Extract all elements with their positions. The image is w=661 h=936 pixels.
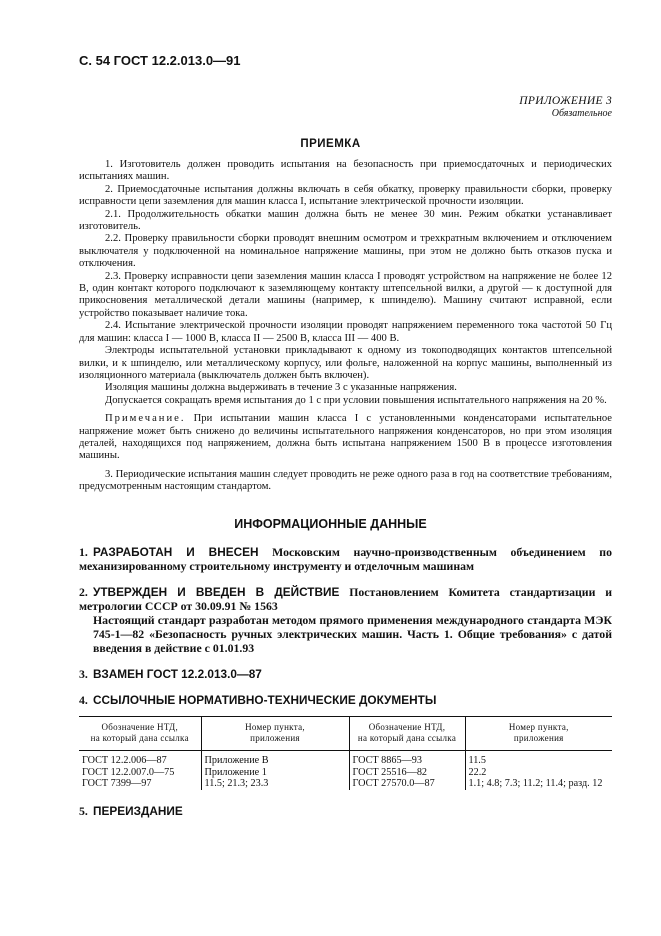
info-item-1-lead: РАЗРАБОТАН И ВНЕСЕН <box>93 545 259 559</box>
info-item-4 <box>79 693 612 707</box>
info-title: ИНФОРМАЦИОННЫЕ ДАННЫЕ <box>234 517 427 531</box>
paragraph-2-4-electrodes: Электроды испытательной установки прикладывают к одному из токоподводящих контактов штепсельной вилки, и к шпинделю, или металлическому корпусу, или фольге, наложенной на корпус машины, выполненный из изоляционного материала (выключатель должен быть включен). <box>79 345 612 381</box>
info-item-5-text: ПЕРЕИЗДАНИЕ <box>93 804 183 818</box>
col-header-clause-1: Номер пункта, приложения <box>201 717 349 751</box>
appendix-subtitle: Обязательное <box>551 108 612 119</box>
info-item-2-text: Постановлением Комитета стандартизации и метрологии СССР от 30.09.91 № 1563 <box>79 585 612 613</box>
info-item-3-num: 3. <box>79 667 88 681</box>
paragraph-1: 1. Изготовитель должен проводить испытания на безопасность при приемосдаточных и периодических испытаниях машин. <box>79 159 612 183</box>
note <box>79 413 612 463</box>
ntd-column-1: ГОСТ 12.2.006—87 ГОСТ 12.2.007.0—75 ГОСТ 7399—97 <box>79 751 201 790</box>
acceptance-title: ПРИЕМКА <box>300 138 361 150</box>
col-header-ntd-2: Обозначение НТД, на который дана ссылка <box>349 717 465 751</box>
paragraph-2-3: 2.3. Проверку исправности цепи заземления машин класса I проводят устройством на напряжение не более 12 В, один контакт которого подключают к заземляющему контакту штепсельной вилки, а другой — к доступной для прикосновения металлической детали машины (например, к шпинделю). Машину считают исправной, если устройство показывает наличие тока. <box>79 270 612 319</box>
info-item-2-num: 2. <box>79 585 88 599</box>
col-header-clause-2: Номер пункта, приложения <box>465 717 612 751</box>
info-item-1 <box>79 545 612 573</box>
acceptance-body <box>79 159 612 494</box>
info-item-3 <box>79 667 612 681</box>
info-item-1-num: 1. <box>79 545 88 559</box>
appendix-title: ПРИЛОЖЕНИЕ 3 <box>519 95 612 107</box>
info-item-3-text: ВЗАМЕН ГОСТ 12.2.013.0—87 <box>93 667 262 681</box>
info-item-2-extra: Настоящий стандарт разработан методом прямого применения международного стандарта МЭК 745-1—82 «Безопасность ручных электрических машин. Часть 1. Общие требования» с датой введения в действие с 01.01.93 <box>93 613 612 655</box>
clause-column-2: 11.5 22.2 1.1; 4.8; 7.3; 11.2; 11.4; разд. 12 <box>468 755 603 789</box>
info-item-2-lead: УТВЕРЖДЕН И ВВЕДЕН В ДЕЙСТВИЕ <box>93 585 340 599</box>
paragraph-2-4: 2.4. Испытание электрической прочности изоляции проводят напряжением переменного тока частотой 50 Гц для машин: класса I — 1000 В, класса II — 2500 В, класса III — 400 В. <box>79 320 612 344</box>
appendix-label <box>519 95 612 119</box>
col-header-ntd-1: Обозначение НТД, на который дана ссылка <box>79 717 201 751</box>
info-item-2 <box>79 585 612 655</box>
paragraph-2: 2. Приемосдаточные испытания должны включать в себя обкатку, проверку правильности сборки, проверку исправности цепи заземления для машин класса I, испытание электрической прочности изоляции. <box>79 183 612 208</box>
references-table <box>79 716 612 790</box>
info-item-1-text: Московским научно-производственным объединением по механизированному строительному инструменту и отделочным машинам <box>79 545 612 573</box>
note-label: Примечание. <box>105 413 186 425</box>
info-item-5-num: 5. <box>79 804 88 818</box>
info-list <box>79 545 612 715</box>
paragraph-3: 3. Периодические испытания машин следует проводить не реже одного раза в год на соответствие требованиям, предусмотренным настоящим стандартом. <box>79 468 612 493</box>
paragraph-2-4-insulation: Изоляция машины должна выдерживать в течение 3 с указанные напряжения. <box>105 382 457 394</box>
clause-column-1: Приложение В Приложение 1 11.5; 21.3; 23.3 <box>201 751 349 790</box>
info-item-4-text: ССЫЛОЧНЫЕ НОРМАТИВНО-ТЕХНИЧЕСКИЕ ДОКУМЕНТЫ <box>93 693 437 707</box>
paragraph-2-1: 2.1. Продолжительность обкатки машин должна быть не менее 30 мин. Режим обкатки устанавливает изготовитель. <box>79 208 612 233</box>
paragraph-2-4-reduction: Допускается сокращать время испытания до 1 с при условии повышения испытательного напряжения на 20 %. <box>105 394 607 406</box>
paragraph-2-2: 2.2. Проверку правильности сборки проводят внешним осмотром и трехкратным включением и отключением выключателя у подключенной на номинальное напряжение машины, при этом не должно быть отказов пуска и отключения. <box>79 233 612 270</box>
page-header: С. 54 ГОСТ 12.2.013.0—91 <box>79 53 241 68</box>
info-item-5 <box>79 804 612 818</box>
info-item-4-num: 4. <box>79 693 88 707</box>
note-text: При испытании машин класса I с установленными конденсаторами испытательное напряжение может быть снижено до величины испытательного напряжения конденсаторов, но при этом изоляция деталей, находящихся под напряжением, должна быть испытана напряжением 1500 В в процессе изготовления машины. <box>79 413 612 462</box>
ntd-column-2: ГОСТ 8865—93 ГОСТ 25516—82 ГОСТ 27570.0—87 <box>349 751 465 790</box>
table-row <box>79 751 612 790</box>
table-header-row <box>79 717 612 751</box>
